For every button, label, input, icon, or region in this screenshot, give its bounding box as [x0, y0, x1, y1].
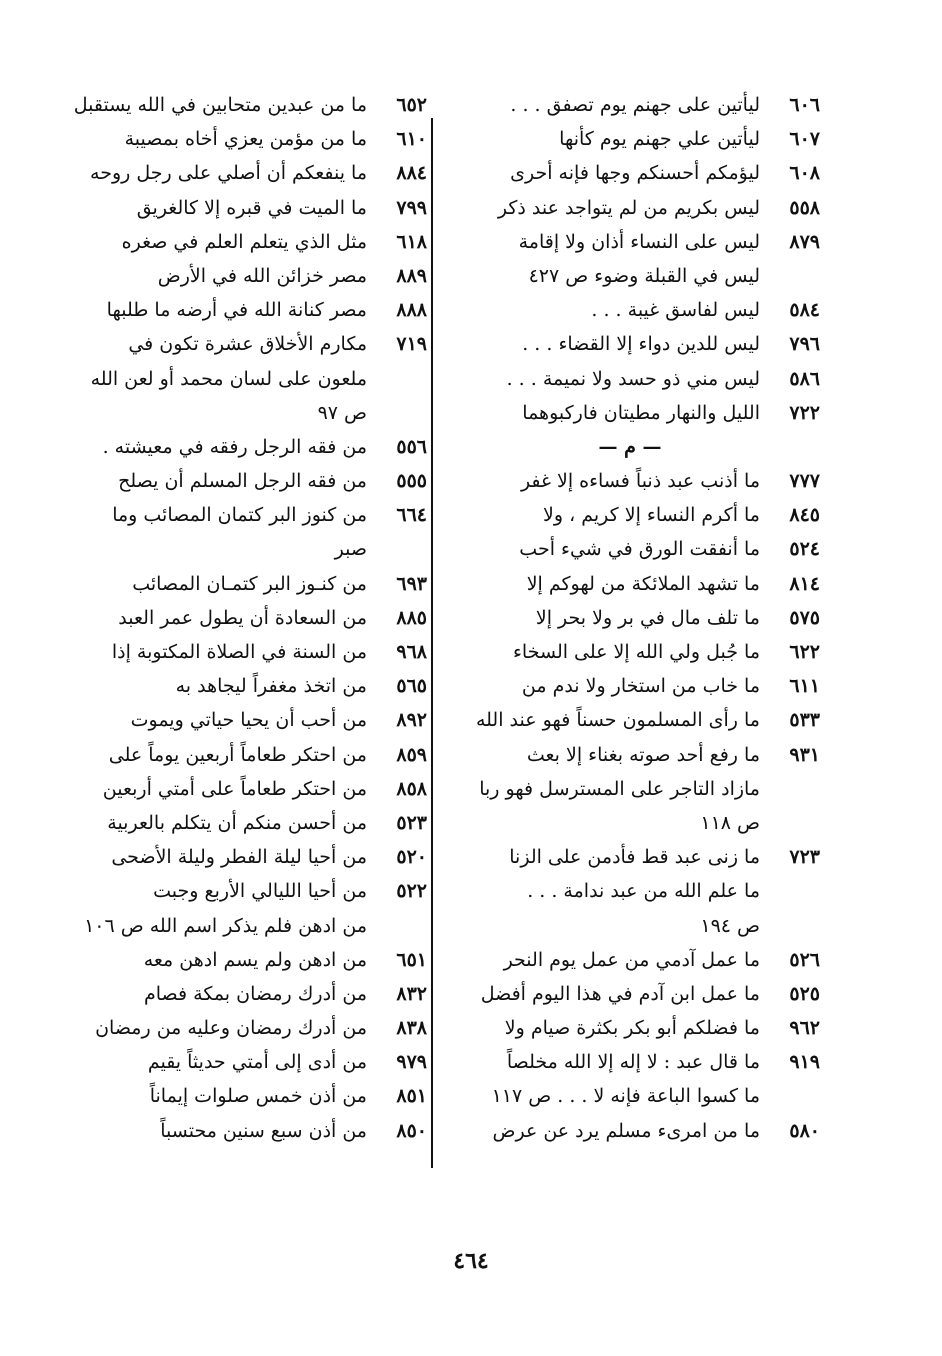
hadith-number: ٦٦٤: [396, 504, 427, 527]
hadith-number: ٨٥٩: [396, 743, 427, 766]
hadith-number: ٦١١: [789, 675, 820, 698]
hadith-incipit: ما خاب من استخار ولا ندم من: [521, 675, 760, 698]
index-entry: [47, 191, 427, 225]
hadith-number: ٩٦٢: [789, 1017, 820, 1040]
hadith-number: ٧٧٧: [789, 470, 820, 493]
hadith-number: ٩٦٨: [396, 641, 427, 663]
hadith-number: ٧١٩: [396, 333, 427, 356]
hadith-incipit: ليس لفاسق غيبة . . .: [591, 299, 760, 322]
hadith-number: ٨٣٢: [396, 982, 427, 1005]
index-entry: [47, 1011, 427, 1045]
hadith-number: ٧٩٩: [396, 196, 427, 219]
hadith-number: ٩١٩: [789, 1051, 820, 1074]
hadith-number: ٦٩٣: [396, 572, 427, 595]
hadith-incipit: ليس للدين دواء إلا القضاء . . .: [522, 333, 760, 356]
index-entry: [47, 293, 427, 327]
hadith-incipit: من أدى إلى أمتي حديثاً يقيم: [147, 1051, 367, 1074]
hadith-number: ٥٨٦: [789, 367, 820, 390]
index-entry: [47, 943, 427, 977]
hadith-incipit: ليس في القبلة وضوء ص ٤٢٧: [528, 264, 760, 287]
index-entry: [47, 88, 427, 122]
hadith-incipit: ص ١٩٤: [700, 914, 760, 937]
hadith-incipit: من السنة في الصلاة المكتوبة إذا: [111, 641, 367, 663]
index-entry: [440, 191, 820, 225]
index-entry: [440, 669, 820, 703]
left-column: [47, 88, 427, 1148]
hadith-incipit: مصر كنانة الله في أرضه ما طلبها: [106, 299, 367, 322]
hadith-incipit: الليل والنهار مطيتان فاركبوهما: [522, 401, 760, 424]
index-entry: [440, 293, 820, 327]
hadith-incipit: ما زنى عبد قط فأدمن على الزنا: [509, 846, 760, 869]
hadith-number: ٦٢٢: [789, 641, 820, 663]
hadith-number: ٧٩٦: [789, 333, 820, 356]
index-entry: [440, 396, 820, 430]
index-entry: [47, 806, 427, 840]
index-entry: [440, 874, 820, 908]
hadith-number: ٥٢٤: [789, 538, 820, 561]
hadith-incipit: من ادهن ولم يسم ادهن معه: [143, 948, 367, 971]
hadith-incipit: ص ٩٧: [317, 401, 367, 424]
hadith-incipit: ما أذنب عبد ذنباً فساءه إلا غفر: [520, 470, 760, 493]
hadith-number: ٥٨٠: [789, 1119, 820, 1142]
index-entry: [47, 840, 427, 874]
hadith-number: ٥٨٤: [789, 299, 820, 322]
page-number: ٤٦٤: [453, 1248, 489, 1274]
hadith-incipit: ما فضلكم أبو بكر بكثرة صيام ولا: [504, 1017, 760, 1040]
index-entry: [47, 259, 427, 293]
hadith-number: ٦١٨: [396, 230, 427, 253]
index-entry: [440, 498, 820, 532]
hadith-incipit: من كنوز البر كتمان المصائب وما: [112, 504, 367, 527]
hadith-incipit: صبر: [334, 538, 367, 561]
hadith-number: ٥٢٥: [789, 982, 820, 1005]
hadith-incipit: ص ١١٨: [700, 811, 760, 834]
index-entry: [440, 567, 820, 601]
hadith-incipit: ما عمل ابن آدم في هذا اليوم أفضل: [480, 982, 760, 1005]
hadith-incipit: ليس مني ذو حسد ولا نميمة . . .: [506, 367, 760, 390]
hadith-incipit: مصر خزائن الله في الأرض: [157, 264, 367, 287]
index-entry: [47, 669, 427, 703]
hadith-incipit: مثل الذي يتعلم العلم في صغره: [121, 230, 367, 253]
index-entry: [440, 772, 820, 806]
index-entry: [440, 806, 820, 840]
hadith-number: ٦٠٨: [789, 162, 820, 185]
hadith-incipit: ما رأى المسلمون حسناً فهو عند الله: [475, 709, 760, 732]
index-entry: [47, 874, 427, 908]
hadith-number: ٨٥٠: [396, 1119, 427, 1142]
index-entry: [47, 156, 427, 190]
hadith-number: ٦٠٦: [789, 94, 820, 116]
hadith-incipit: من أحسن منكم أن يتكلم بالعربية: [107, 811, 367, 834]
index-entry: [47, 498, 427, 532]
index-entry: [440, 225, 820, 259]
hadith-number: ٥٦٥: [396, 675, 427, 698]
hadith-incipit: ما أكرم النساء إلا كريم ، ولا: [543, 504, 760, 527]
hadith-number: ٥٥٦: [396, 435, 427, 458]
hadith-incipit: ما تشهد الملائكة من لهوكم إلا: [526, 572, 760, 595]
index-entry: [47, 532, 427, 566]
index-entry: [47, 977, 427, 1011]
index-entry: [440, 635, 820, 669]
index-entry: [440, 122, 820, 156]
hadith-number: ٥٢٦: [789, 948, 820, 971]
index-entry: [440, 943, 820, 977]
hadith-number: ٨٨٨: [396, 299, 427, 322]
hadith-incipit: ليس على النساء أذان ولا إقامة: [518, 230, 760, 253]
index-entry: [47, 1045, 427, 1079]
hadith-incipit: من احتكر طعاماً أربعين يوماً على: [108, 743, 367, 766]
hadith-incipit: من أدرك رمضان وعليه من رمضان: [95, 1017, 367, 1040]
index-entry: [47, 362, 427, 396]
hadith-incipit: من اتخذ مغفراً ليجاهد به: [175, 675, 367, 698]
index-entry: [440, 88, 820, 122]
index-entry: [47, 772, 427, 806]
index-entry: [47, 430, 427, 464]
index-entry: [47, 327, 427, 361]
index-entry: [47, 738, 427, 772]
index-entry: [440, 464, 820, 498]
index-entry: [440, 1011, 820, 1045]
index-entry: [440, 703, 820, 737]
index-entry: [440, 840, 820, 874]
index-entry: [47, 909, 427, 943]
hadith-incipit: من فقه الرجل المسلم أن يصلح: [118, 470, 367, 493]
hadith-incipit: ما من مؤمن يعزي أخاه بمصيبة: [124, 128, 367, 151]
hadith-number: ٥٧٥: [789, 606, 820, 629]
index-entry: [47, 1079, 427, 1113]
hadith-incipit: ما من عبدين متحابين في الله يستقبل: [73, 94, 367, 116]
hadith-incipit: ملعون على لسان محمد أو لعن الله: [90, 367, 367, 390]
index-entry: [47, 396, 427, 430]
hadith-incipit: من أذن سبع سنين محتسباً: [160, 1119, 367, 1142]
hadith-incipit: من أحب أن يحيا حياتي ويموت: [130, 709, 367, 732]
hadith-incipit: من أحيا ليلة الفطر وليلة الأضحى: [111, 846, 367, 869]
hadith-number: ٨٣٨: [396, 1017, 427, 1040]
hadith-number: ٨٥١: [396, 1085, 427, 1108]
hadith-incipit: ليس بكريم من لم يتواجد عند ذكر: [497, 196, 760, 219]
index-entry: [47, 601, 427, 635]
hadith-incipit: ليؤمكم أحسنكم وجها فإنه أحرى: [510, 162, 760, 185]
index-entry: [47, 464, 427, 498]
hadith-number: ٨٤٥: [789, 504, 820, 527]
hadith-incipit: من أذن خمس صلوات إيماناً: [149, 1085, 367, 1108]
hadith-incipit: ما علم الله من عبد ندامة . . .: [527, 880, 760, 903]
hadith-number: ٨٥٨: [396, 777, 427, 800]
hadith-number: ٦٥١: [396, 948, 427, 971]
hadith-incipit: ما الميت في قبره إلا كالغريق: [136, 196, 367, 219]
hadith-number: ٩٧٩: [396, 1051, 427, 1074]
hadith-incipit: مازاد التاجر على المسترسل فهو ربا: [479, 777, 760, 800]
index-entry: [47, 635, 427, 669]
hadith-number: ٥٣٣: [789, 709, 820, 732]
hadith-number: ٥٥٥: [396, 470, 427, 493]
index-entry: [440, 977, 820, 1011]
hadith-incipit: من احتكر طعاماً على أمتي أربعين: [102, 777, 367, 800]
hadith-incipit: ما جُبل ولي الله إلا على السخاء: [513, 641, 760, 663]
hadith-incipit: من أحيا الليالي الأربع وجبت: [153, 880, 367, 903]
index-entry: [440, 259, 820, 293]
hadith-number: ٨٨٤: [396, 162, 427, 185]
hadith-number: ٧٢٣: [789, 846, 820, 869]
hadith-incipit: ما تلف مال في بر ولا بحر إلا: [535, 606, 760, 629]
hadith-incipit: ما ينفعكم أن أصلي على رجل روحه: [90, 162, 367, 185]
index-entry: [440, 532, 820, 566]
hadith-number: ٨٨٩: [396, 264, 427, 287]
index-entry: [47, 225, 427, 259]
hadith-number: ٨٩٢: [396, 709, 427, 732]
hadith-incipit: من أدرك رمضان بمكة فصام: [143, 982, 367, 1005]
hadith-number: ٥٢٠: [396, 846, 427, 869]
index-entry: [440, 909, 820, 943]
index-entry: [440, 362, 820, 396]
column-divider-rule: [431, 118, 433, 1168]
hadith-incipit: ما عمل آدمي من عمل يوم النحر: [503, 948, 760, 971]
index-entry: [440, 1045, 820, 1079]
index-entry: [440, 1114, 820, 1148]
hadith-incipit: ليأتين على جهنم يوم تصفق . . .: [510, 94, 760, 116]
hadith-incipit: من كنـوز البر كتمـان المصائب: [132, 572, 367, 595]
hadith-number: ٩٣١: [789, 743, 820, 766]
hadith-incipit: ما من امرىء مسلم يرد عن عرض: [492, 1119, 760, 1142]
hadith-incipit: ليأتين علي جهنم يوم كأنها: [559, 128, 760, 151]
hadith-number: ٥٥٨: [789, 196, 820, 219]
index-entry: [47, 703, 427, 737]
hadith-incipit: ما رفع أحد صوته بغناء إلا بعث: [526, 743, 760, 766]
hadith-number: ٦١٠: [396, 128, 427, 151]
hadith-incipit: ما أنفقت الورق في شيء أحب: [519, 538, 760, 561]
hadith-incipit: ما قال عبد : لا إله إلا الله مخلصاً: [506, 1051, 760, 1074]
hadith-number: ٨٧٩: [789, 230, 820, 253]
index-entry: [440, 738, 820, 772]
hadith-incipit: من فقه الرجل رفقه في معيشته .: [102, 435, 367, 458]
right-column: [440, 88, 820, 1148]
index-entry: [440, 601, 820, 635]
index-entry: [440, 1079, 820, 1113]
index-entry: [47, 567, 427, 601]
index-entry: [440, 156, 820, 190]
hadith-number: ٥٢٢: [396, 880, 427, 903]
index-entry: [47, 1114, 427, 1148]
hadith-number: ٧٢٢: [789, 401, 820, 424]
hadith-number: ٦٠٧: [789, 128, 820, 151]
hadith-incipit: ما كسوا الباعة فإنه لا . . . ص ١١٧: [491, 1085, 760, 1108]
hadith-incipit: من السعادة أن يطول عمر العبد: [118, 606, 367, 629]
section-letter-divider: — م —: [598, 435, 662, 458]
hadith-incipit: مكارم الأخلاق عشرة تكون في: [128, 333, 367, 356]
index-entry: [440, 327, 820, 361]
index-entry: [47, 122, 427, 156]
hadith-incipit: من ادهن فلم يذكر اسم الله ص ١٠٦: [84, 914, 367, 937]
hadith-number: ٦٥٢: [396, 94, 427, 116]
hadith-number: ٨٨٥: [396, 606, 427, 629]
hadith-number: ٨١٤: [789, 572, 820, 595]
hadith-number: ٥٢٣: [396, 811, 427, 834]
